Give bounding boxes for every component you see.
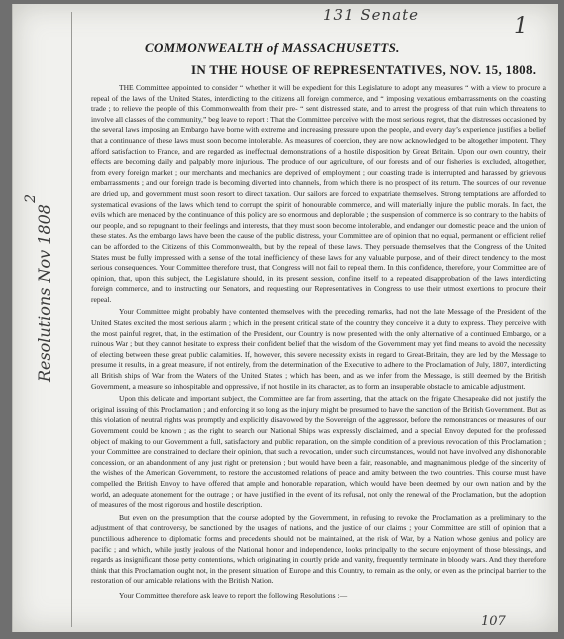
- handwritten-margin-note: Resolutions Nov 1808: [35, 204, 54, 383]
- report-paragraph-4: But even on the presumption that the course adopted by the Government, in refusing to revoke the Proclamation as a preliminary to the adjustment of that controversy, be sanctioned by the usages of nations, and the justice of our claims ; your Committee are still of opinion that a punctilious adherence to diplomatic forms and precedents should not be maintained, at the risk of War, by a Nation whose genius and policy are pacific ; and which, while justly jealous of the National honor and independence, looks principally to the secure enjoyment of those blessings, and regards as insignificant those petty contentions, which originating in courtly pride and vanity, frequently terminate in bloody wars. And they therefore think that this Proclamation ought not, in the present situation of Europe and this Country, to remain as the only, or even as the principal barrier to the restoration of our amicable relations with the British Nation.: [91, 512, 546, 586]
- document-page: [12, 4, 558, 632]
- report-body: [91, 83, 546, 604]
- report-paragraph-1: THE Committee appointed to consider “ whether it will be expedient for this Legislature to adopt any measures “ with a view to procure a repeal of the laws of the United States, interdicting to the citizens all foreign commerce, and “ imposing vexatious embarrassments on the coasting trade ; to relieve the people of this Commonwealth from their pre- “ sent distressed state, and to arrest the progress of that ruin which threatens to involve all classes of the community,” beg leave to report : That the Committee perceive with the most serious regret, that the distresses occasioned by the several laws imposing an Embargo have borne with extreme and increasing pressure upon the people, and every day’s experience justifies a belief that a continuance of these laws must soon become intolerable. As measures of coercion, they are now acknowledged to be altogether impotent. They afford satisfaction to France, and are regarded as ineffectual demonstrations of a hostile disposition by Great Britain. Upon our own country, their effects are becoming daily and palpably more injurious. The produce of our agriculture, of our forests and of our fisheries is excluded, altogether, from every foreign market ; our merchants and mechanics are deprived of employment ; our coasting trade is interrupted and harassed by grievous embarrassments ; and our foreign trade is becoming diverted into channels, from which there is no prospect of its return. The sources of our revenue are dried up, and government must soon resort to direct taxation. Our sailors are forced to expatriate themselves. Strong temptations are afforded to systematical evasions of the laws which tend to corrupt the spirit of honourable commerce, and will materially injure the public morals. In fact, the evils which are menaced by the continuance of this policy are so enormous and deplorable ; the suspension of commerce is so contrary to the habits of our people, and so repugnant to their feelings and interests, that they must soon become intolerable, and endanger our domestic peace and the union of these states. As the embargo laws have been the cause of the public distress, your Committee are of opinion that no equal, permanent or efficient relief can be afforded to the Citizens of this Commonwealth, but by the repeal of these laws. They persuade themselves that the Congress of the United States must be fully impressed with a sense of the total inefficiency of these laws for any valuable purpose, and of their direct tendency to the most serious consequences. Your Committee therefore trust, that Congress will not fail to repeal them. In this confidence, therefore, your Committee are of opinion, that, upon this subject, the Legislature should, in its present session, confine itself to a repeated disapprobation of the laws interdicting foreign commerce, and to instructing our Senators, and requesting our Representatives in Congress to use their utmost exertions to procure their repeal.: [91, 83, 546, 304]
- report-closing-line: Your Committee therefore ask leave to report the following Resolutions :—: [119, 590, 348, 600]
- document-subheading: IN THE HOUSE OF REPRESENTATIVES, NOV. 15, 1808.: [191, 62, 537, 77]
- margin-rule: [71, 12, 72, 627]
- report-paragraph-3: Upon this delicate and important subject, the Committee are far from asserting, that the attack on the frigate Chesapeake did not justify the original issuing of this Proclamation ; and enforcing it so long as the injury might be presumed to have the sanction of the British Government. But as this violation of neutral rights was promptly and explicitly disavowed by the Sovereign of the aggressor, before the remonstrances or measures of our Government could be known ; as the right to search our National Ships was expressly disclaimed, and a special Envoy deputed for the professed object of making to our Government a full, satisfactory and public reparation, on the simple condition of a previous revocation of this Proclamation ; your Committee are constrained to declare their opinion, that such a revocation, under such circumstances, would not have involved any dishonorable concession, or an abandonment of any just right or pretension ; but would have been a fair, reasonable, and magnanimous pledge of the sincerity of the wishes of the American Government, to restore the accustomed relations of peace and amity between the two countries. This course must have compelled the British Envoy to have offered that ample and honorable reparation, which would have been deemed by our own nation and by the world, an adequate atonement for the outrage ; or have justified in the event of its refusal, not only the renewal of the Proclamation, but the adoption of measures of the most rigorous and hostile description.: [91, 394, 546, 510]
- handwritten-folio-note: 131 Senate: [323, 6, 420, 24]
- handwritten-corner-mark: 1: [514, 14, 528, 39]
- report-paragraph-2: Your Committee might probably have contented themselves with the preceding remarks, had not the late Message of the President of the United States excited the most serious alarm ; which in the present critical state of the country they conceive it a duty to express. They perceive with the most painful regret, that, in the estimation of the President, our Country is now presented with the only alternative of a continued Embargo, or a ruinous War ; but they cannot hesitate to express their confident belief that the wisdom of the Government may yet find means to avoid the necessity of electing between these great public calamities. If, however, this severe necessity exists in regard to Great-Britain, they are led by the Message to presume it results, in a great measure, if not entirely, from the determination of the Executive to adhere to the Proclamation of July, 1807, interdicting all British ships of War from the Waters of the United States ; which has been, and as we infer from the Message, is still deemed by the British Government, a measure so inhospitable and oppressive, if not hostile in its character, as to form an insuperable obstacle to amicable adjustment.: [91, 307, 546, 391]
- document-heading: COMMONWEALTH of MASSACHUSETTS.: [145, 40, 400, 55]
- handwritten-margin-number: 2: [23, 194, 39, 203]
- handwritten-page-number: 107: [481, 614, 506, 629]
